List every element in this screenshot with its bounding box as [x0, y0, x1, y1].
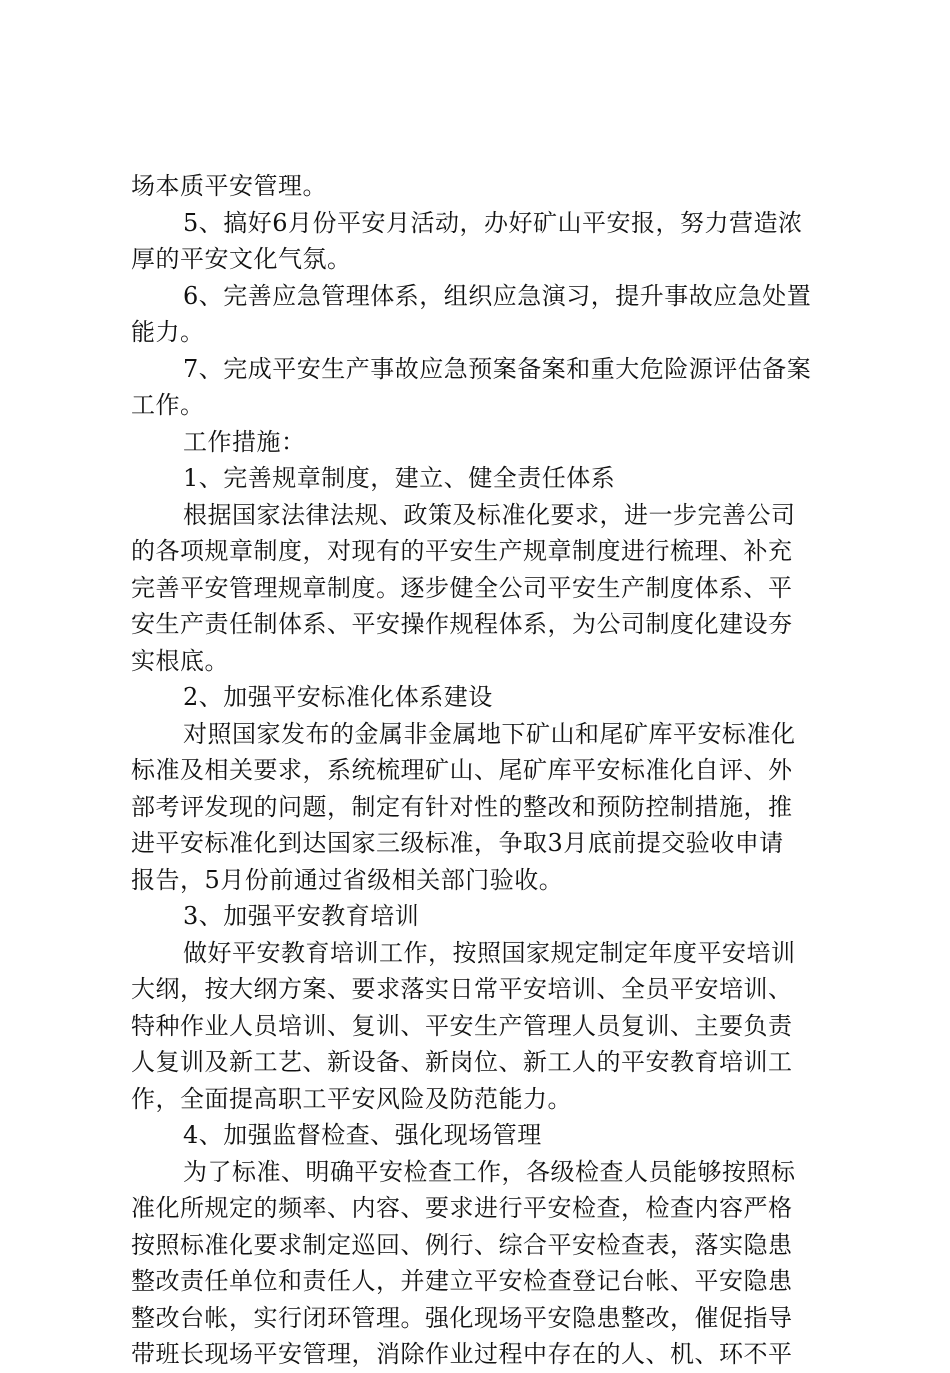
text-line: 报告，5月份前通过省级相关部门验收。 — [131, 865, 564, 894]
text-line: 为了标准、明确平安检查工作，各级检查人员能够按照标 — [183, 1157, 796, 1186]
text-line: 安生产责任制体系、平安操作规程体系，为公司制度化建设夯 — [131, 610, 793, 638]
text-line: 场本质平安管理。 — [131, 172, 327, 200]
text-line: 对照国家发布的金属非金属地下矿山和尾矿库平安标准化 — [183, 719, 796, 748]
text-line: 3、加强平安教育培训 — [183, 902, 420, 930]
text-line: 整改责任单位和责任人，并建立平安检查登记台帐、平安隐患 — [131, 1267, 793, 1295]
text-line: 6、完善应急管理体系，组织应急演习，提升事故应急处置 — [183, 281, 812, 310]
text-line: 实根底。 — [131, 646, 229, 675]
text-line: 特种作业人员培训、复训、平安生产管理人员复训、主要负责 — [131, 1011, 793, 1040]
text-line: 大纲，按大纲方案、要求落实日常平安培训、全员平安培训、 — [131, 975, 793, 1003]
text-line: 工作。 — [131, 391, 205, 419]
text-line: 7、完成平安生产事故应急预案备案和重大危险源评估备案 — [183, 354, 812, 383]
document-body — [131, 168, 831, 1373]
text-line: 标准及相关要求，系统梳理矿山、尾矿库平安标准化自评、外 — [131, 756, 793, 784]
text-line: 作，全面提高职工平安风险及防范能力。 — [131, 1084, 572, 1113]
text-line: 进平安标准化到达国家三级标准，争取3月底前提交验收申请 — [131, 829, 784, 857]
text-line: 带班长现场平安管理，消除作业过程中存在的人、机、环不平 — [131, 1340, 793, 1368]
text-line: 1、完善规章制度，建立、健全责任体系 — [183, 464, 616, 492]
text-line: 厚的平安文化气氛。 — [131, 245, 352, 273]
text-line: 的各项规章制度，对现有的平安生产规章制度进行梳理、补充 — [131, 537, 793, 565]
text-line: 人复训及新工艺、新设备、新岗位、新工人的平安教育培训工 — [131, 1048, 793, 1076]
text-line: 做好平安教育培训工作，按照国家规定制定年度平安培训 — [183, 938, 796, 967]
text-line: 按照标准化要求制定巡回、例行、综合平安检查表，落实隐患 — [131, 1230, 793, 1259]
text-line: 2、加强平安标准化体系建设 — [183, 683, 493, 711]
text-line: 部考评发现的问题，制定有针对性的整改和预防控制措施，推 — [131, 792, 793, 821]
text-line: 5、搞好6月份平安月活动，办好矿山平安报，努力营造浓 — [183, 208, 803, 237]
text-line: 准化所规定的频率、内容、要求进行平安检查，检查内容严格 — [131, 1194, 793, 1222]
text-line: 工作措施： — [183, 427, 306, 456]
text-line: 能力。 — [131, 318, 205, 346]
text-line: 整改台帐，实行闭环管理。强化现场平安隐患整改，催促指导 — [131, 1303, 793, 1332]
text-line: 根据国家法律法规、政策及标准化要求，进一步完善公司 — [183, 500, 796, 529]
text-line: 完善平安管理规章制度。逐步健全公司平安生产制度体系、平 — [131, 573, 793, 602]
text-line: 4、加强监督检查、强化现场管理 — [183, 1121, 542, 1149]
